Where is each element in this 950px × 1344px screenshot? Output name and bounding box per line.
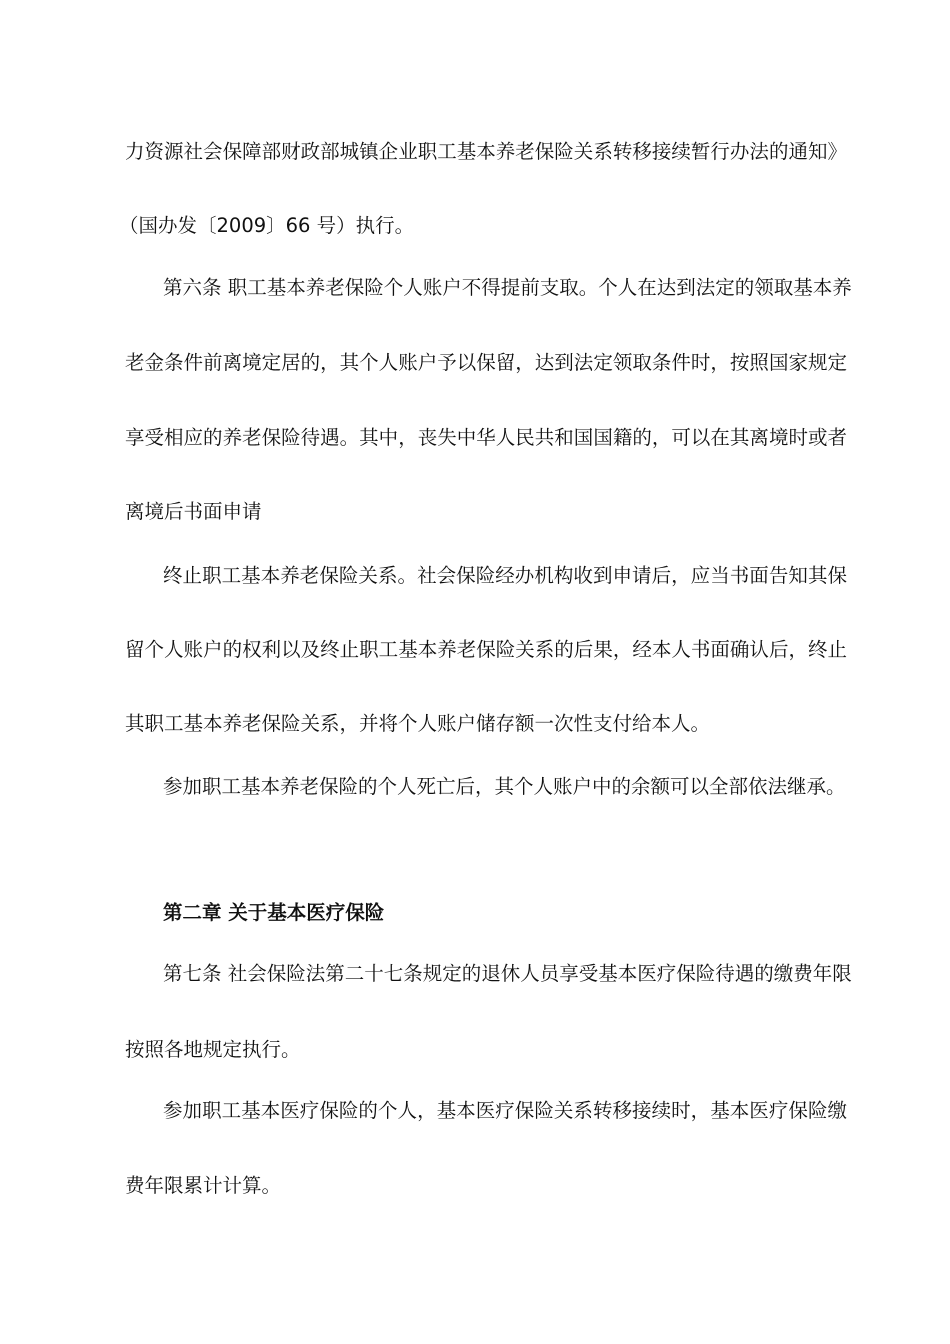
text-line: 老金条件前离境定居的，其个人账户予以保留，达到法定领取条件时，按照国家规定 [125, 351, 847, 374]
paragraph-start: 终止职工基本养老保险关系。社会保险经办机构收到申请后，应当书面告知其保 [163, 564, 847, 587]
text-line: 享受相应的养老保险待遇。其中，丧失中华人民共和国国籍的，可以在其离境时或者 [125, 426, 847, 449]
paragraph-start: 第七条 社会保险法第二十七条规定的退休人员享受基本医疗保险待遇的缴费年限 [163, 962, 852, 985]
text-line: 费年限累计计算。 [125, 1174, 282, 1197]
text-line: （国办发〔2009〕66 号）执行。 [119, 214, 415, 237]
paragraph-start: 参加职工基本养老保险的个人死亡后，其个人账户中的余额可以全部依法继承。 [163, 775, 846, 798]
paragraph-start: 第六条 职工基本养老保险个人账户不得提前支取。个人在达到法定的领取基本养 [163, 276, 852, 299]
text-line: 按照各地规定执行。 [125, 1038, 301, 1061]
text-line: 力资源社会保障部财政部城镇企业职工基本养老保险关系转移接续暂行办法的通知》 [125, 140, 847, 163]
chapter-heading: 第二章 关于基本医疗保险 [163, 901, 385, 924]
text-line: 留个人账户的权利以及终止职工基本养老保险关系的后果，经本人书面确认后，终止 [125, 638, 847, 661]
text-line: 其职工基本养老保险关系，并将个人账户储存额一次性支付给本人。 [125, 712, 711, 735]
paragraph-start: 参加职工基本医疗保险的个人，基本医疗保险关系转移接续时，基本医疗保险缴 [163, 1099, 847, 1122]
text-line: 离境后书面申请 [125, 500, 262, 523]
